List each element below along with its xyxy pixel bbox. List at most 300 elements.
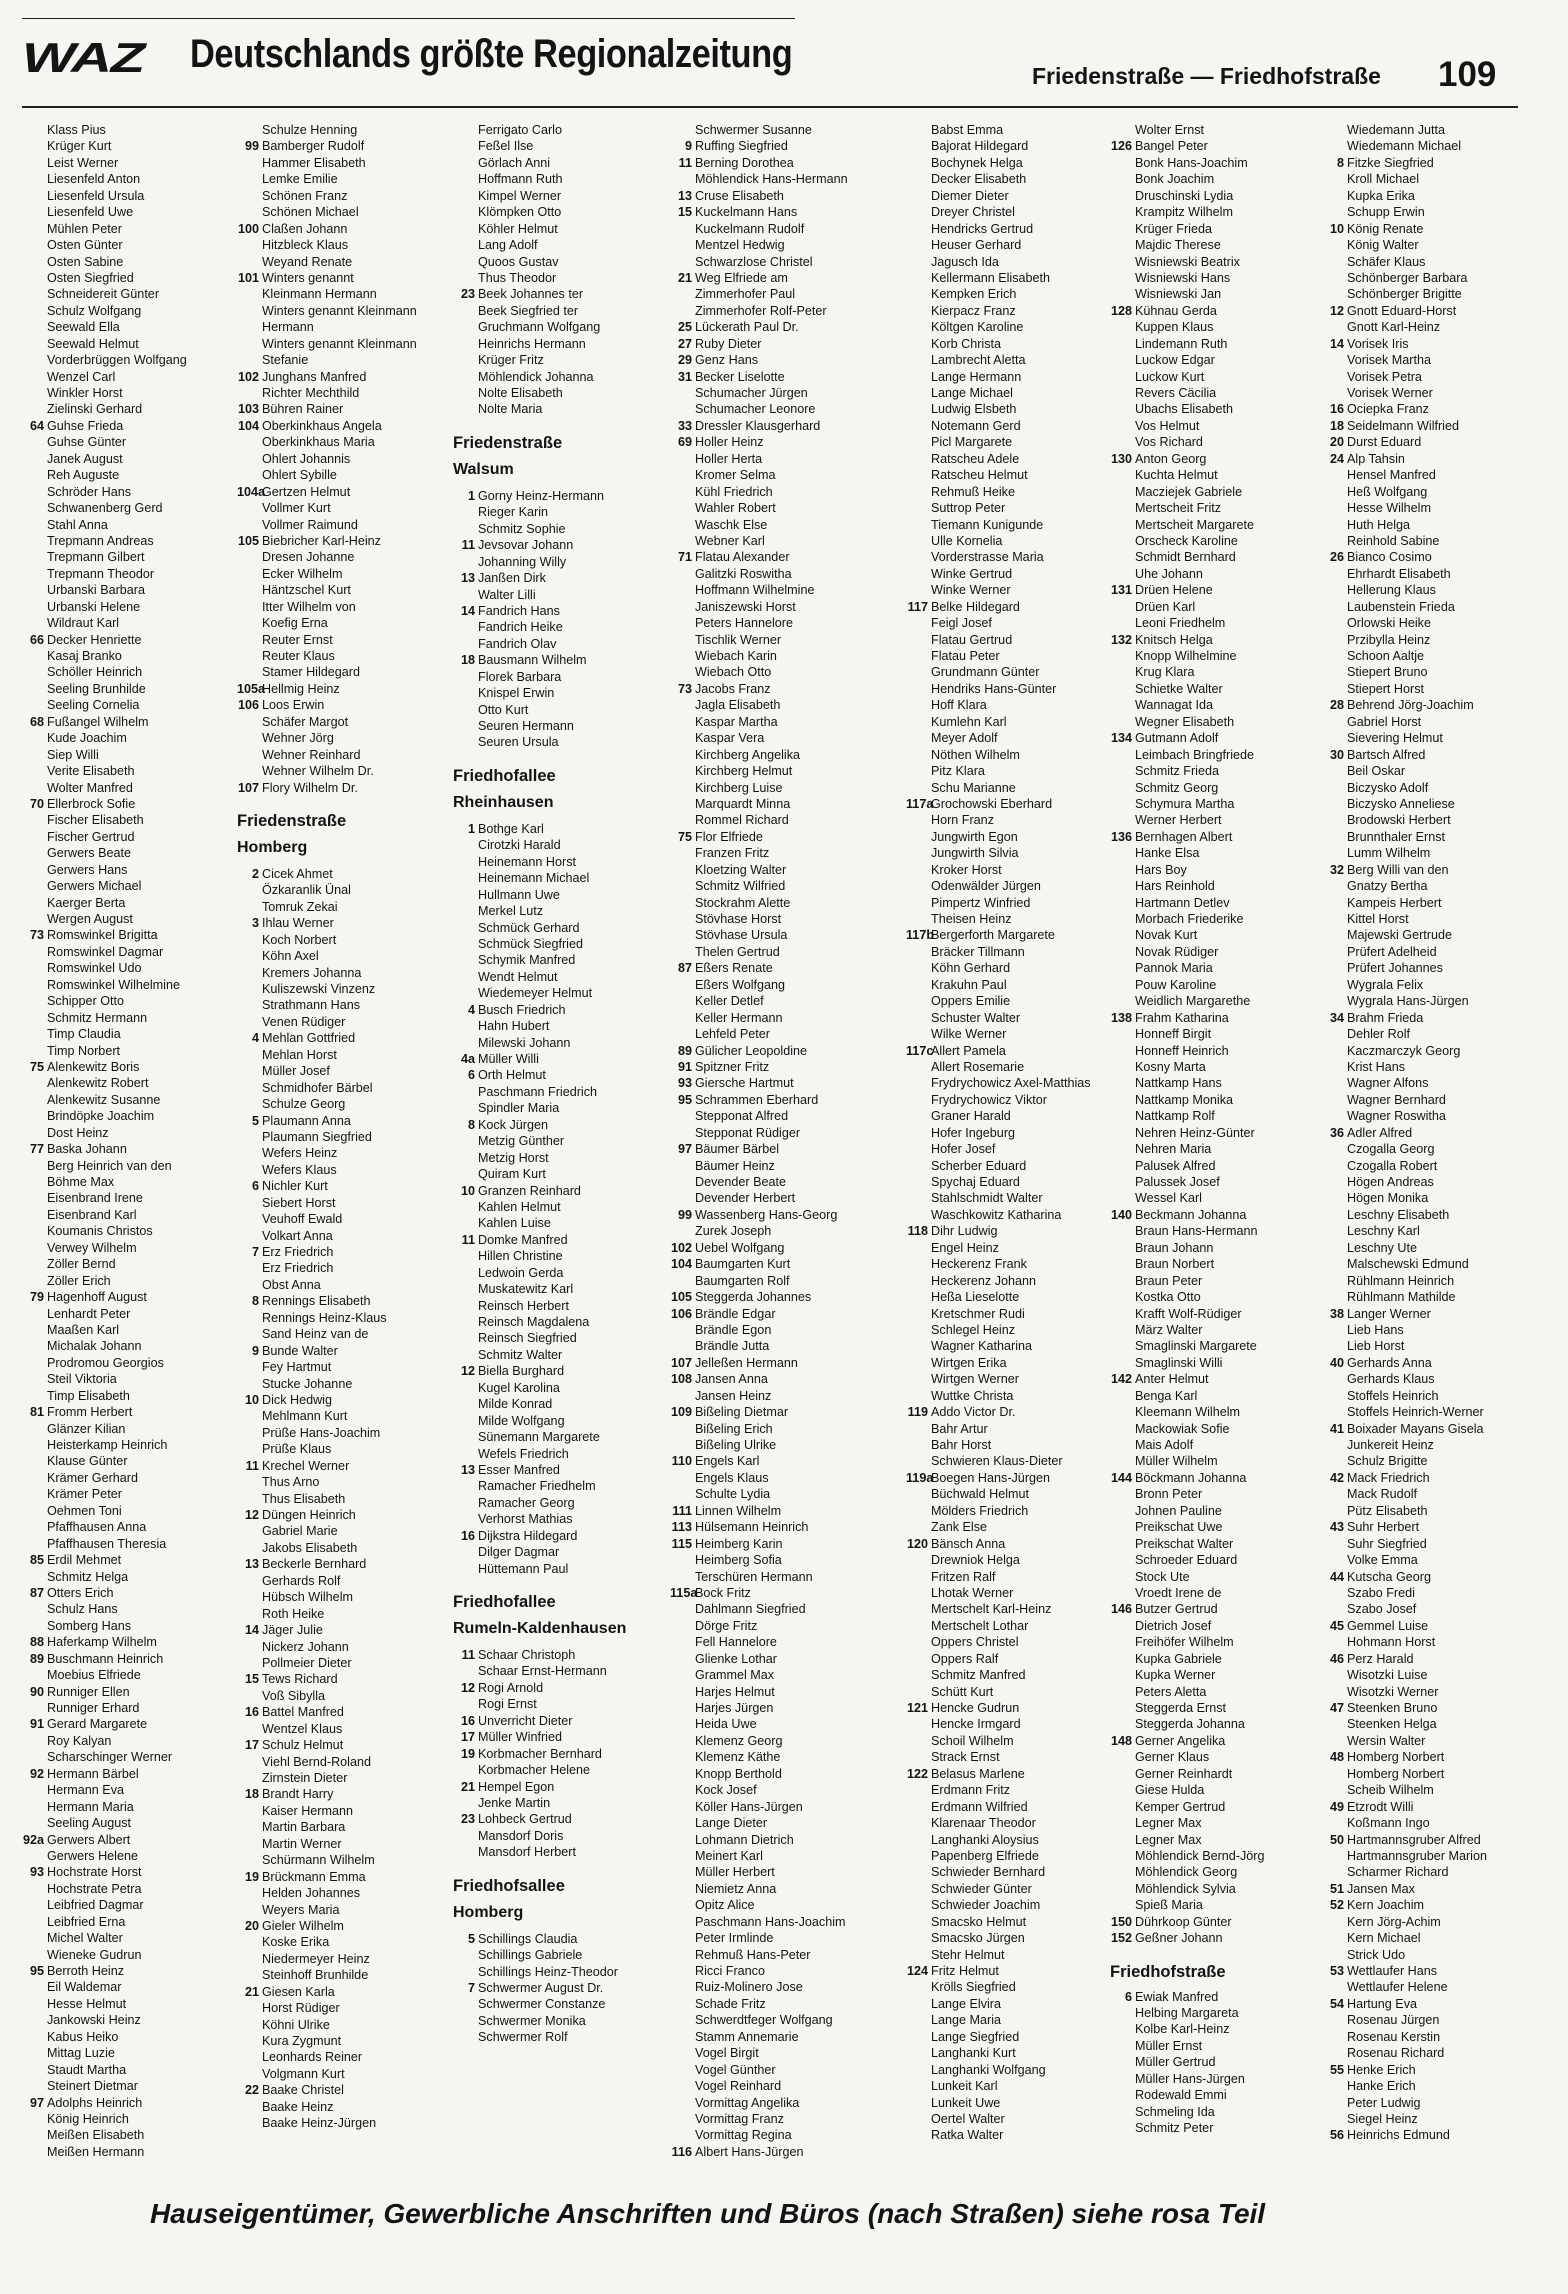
resident-name: Wildraut Karl bbox=[47, 616, 120, 631]
list-item bbox=[670, 1766, 882, 1782]
resident-name: Gnatzy Bertha bbox=[1347, 879, 1428, 894]
resident-name: Lambrecht Aletta bbox=[931, 353, 1026, 368]
list-item bbox=[1322, 286, 1534, 302]
resident-name: Meyer Adolf bbox=[931, 731, 998, 746]
list-item bbox=[1110, 1897, 1322, 1913]
resident-name: Ecker Wilhelm bbox=[262, 566, 343, 581]
list-item bbox=[670, 862, 882, 878]
resident-name: Nattkamp Rolf bbox=[1135, 1109, 1215, 1124]
list-item bbox=[670, 1240, 882, 1256]
house-number: 10 bbox=[460, 1183, 475, 1198]
list-item bbox=[1110, 944, 1322, 960]
resident-name: Osten Günter bbox=[47, 238, 123, 253]
house-number: 113 bbox=[671, 1520, 692, 1535]
house-number: 20 bbox=[244, 1918, 259, 1933]
list-item bbox=[453, 1795, 665, 1811]
list-item bbox=[1322, 188, 1534, 204]
resident-name: Stövhase Horst bbox=[695, 912, 782, 926]
list-item bbox=[22, 1273, 234, 1289]
list-item bbox=[237, 385, 449, 401]
resident-name: Devender Beate bbox=[695, 1175, 787, 1189]
resident-name: Schaar Christoph bbox=[478, 1648, 576, 1662]
list-item bbox=[906, 352, 1118, 368]
resident-name: Müller Winfried bbox=[478, 1730, 562, 1745]
resident-name: Stepponat Rüdiger bbox=[695, 1125, 801, 1140]
resident-name: Lohbeck Gertrud bbox=[478, 1812, 572, 1827]
list-item bbox=[22, 1322, 234, 1338]
list-item bbox=[1110, 862, 1322, 878]
resident-name: Trepmann Theodor bbox=[47, 566, 155, 581]
resident-name: Baake Heinz-Jürgen bbox=[262, 2116, 377, 2131]
house-number: 126 bbox=[1110, 139, 1132, 154]
list-item bbox=[1322, 484, 1534, 500]
resident-name: Baumgarten Rolf bbox=[695, 1273, 790, 1288]
house-number: 142 bbox=[1110, 1372, 1132, 1387]
list-item bbox=[1110, 632, 1322, 648]
list-item bbox=[453, 1347, 665, 1363]
list-item bbox=[906, 977, 1118, 993]
list-item bbox=[906, 1421, 1118, 1437]
list-item bbox=[22, 1947, 234, 1963]
house-number: 102 bbox=[237, 369, 259, 384]
list-item bbox=[906, 1108, 1118, 1124]
list-item bbox=[237, 2049, 449, 2065]
resident-name: Haferkamp Wilhelm bbox=[47, 1635, 157, 1650]
resident-name: Zank Else bbox=[931, 1520, 987, 1535]
resident-name: Böckmann Johanna bbox=[1135, 1470, 1247, 1485]
list-item bbox=[237, 1786, 449, 1802]
list-item bbox=[1110, 1256, 1322, 1272]
list-item bbox=[670, 1569, 882, 1585]
resident-name: Eisenbrand Karl bbox=[47, 1207, 137, 1222]
resident-name: Lehfeld Peter bbox=[695, 1027, 770, 1042]
list-item bbox=[906, 1486, 1118, 1502]
house-number: 105 bbox=[670, 1290, 692, 1305]
resident-name: Bonk Joachim bbox=[1135, 172, 1215, 187]
resident-name: Malschewski Edmund bbox=[1347, 1257, 1469, 1272]
list-item bbox=[237, 1293, 449, 1309]
list-item bbox=[453, 1133, 665, 1149]
resident-name: Rommel Richard bbox=[695, 813, 789, 828]
list-item bbox=[1322, 155, 1534, 171]
resident-name: Pimpertz Winfried bbox=[931, 895, 1031, 910]
resident-name: Urbanski Helene bbox=[47, 599, 141, 614]
street-heading: Friedhofallee bbox=[453, 1593, 556, 1611]
list-item bbox=[1322, 1437, 1534, 1453]
resident-name: Lindemann Ruth bbox=[1135, 336, 1228, 351]
list-item bbox=[1322, 237, 1534, 253]
list-item bbox=[1110, 2021, 1322, 2037]
resident-name: Kock Jürgen bbox=[478, 1117, 549, 1132]
resident-name: Wergen August bbox=[47, 912, 133, 926]
list-item bbox=[906, 1322, 1118, 1338]
resident-name: Dahlmann Siegfried bbox=[695, 1602, 806, 1617]
resident-name: Bangel Peter bbox=[1135, 139, 1208, 154]
list-item bbox=[453, 138, 665, 154]
list-item bbox=[22, 1799, 234, 1815]
resident-name: Kasaj Branko bbox=[47, 649, 122, 663]
resident-name: Kutscha Georg bbox=[1347, 1569, 1432, 1584]
list-item bbox=[1322, 582, 1534, 598]
resident-name: Unverricht Dieter bbox=[478, 1713, 573, 1728]
list-item bbox=[906, 484, 1118, 500]
resident-name: Czogalla Robert bbox=[1347, 1158, 1438, 1173]
list-item bbox=[237, 171, 449, 187]
list-item bbox=[453, 488, 665, 504]
list-item bbox=[1322, 714, 1534, 730]
list-item bbox=[22, 467, 234, 483]
list-item bbox=[1322, 1207, 1534, 1223]
resident-name: Durst Eduard bbox=[1347, 435, 1422, 450]
resident-name: Gerner Angelika bbox=[1135, 1733, 1226, 1748]
list-item bbox=[1110, 1404, 1322, 1420]
list-item bbox=[1322, 2029, 1534, 2045]
list-item bbox=[237, 1211, 449, 1227]
list-item bbox=[1322, 1486, 1534, 1502]
resident-name: Krampitz Wilhelm bbox=[1135, 205, 1233, 220]
list-item bbox=[906, 664, 1118, 680]
resident-name: Dreyer Christel bbox=[931, 205, 1015, 220]
resident-name: Klömpken Otto bbox=[478, 205, 562, 220]
list-item bbox=[1322, 1273, 1534, 1289]
house-number: 25 bbox=[677, 320, 692, 335]
resident-name: Schwieder Günter bbox=[931, 1881, 1032, 1896]
list-item bbox=[670, 1749, 882, 1765]
list-item bbox=[670, 1503, 882, 1519]
list-item bbox=[22, 1223, 234, 1239]
resident-name: Buschmann Heinrich bbox=[47, 1651, 164, 1666]
resident-name: Lieb Horst bbox=[1347, 1339, 1405, 1354]
resident-name: Schillings Claudia bbox=[478, 1931, 578, 1946]
list-item bbox=[237, 533, 449, 549]
resident-name: Novak Kurt bbox=[1135, 928, 1198, 943]
resident-name: Romswinkel Dagmar bbox=[47, 944, 164, 959]
resident-name: Kaczmarczyk Georg bbox=[1347, 1043, 1461, 1058]
resident-name: Quoos Gustav bbox=[478, 254, 559, 269]
list-item bbox=[670, 1536, 882, 1552]
resident-name: Müller Ernst bbox=[1135, 2038, 1203, 2053]
house-number: 13 bbox=[244, 1557, 259, 1572]
resident-name: Henke Erich bbox=[1347, 2062, 1416, 2077]
list-item bbox=[670, 1404, 882, 1420]
list-item bbox=[22, 270, 234, 286]
list-item bbox=[1322, 434, 1534, 450]
resident-name: Lunkeit Karl bbox=[931, 2079, 998, 2094]
resident-name: Gerwers Beate bbox=[47, 846, 131, 861]
list-item bbox=[1110, 1306, 1322, 1322]
list-item bbox=[22, 1125, 234, 1141]
list-item bbox=[1110, 286, 1322, 302]
list-item bbox=[670, 730, 882, 746]
list-item bbox=[22, 1256, 234, 1272]
list-item bbox=[1322, 1536, 1534, 1552]
list-item bbox=[1110, 1782, 1322, 1798]
list-item bbox=[1110, 1240, 1322, 1256]
resident-name: Guhse Frieda bbox=[47, 418, 124, 433]
resident-name: Wagner Alfons bbox=[1347, 1076, 1429, 1091]
resident-name: Prüfert Johannes bbox=[1347, 961, 1443, 976]
resident-name: Schietke Walter bbox=[1135, 681, 1223, 696]
resident-name: Schmitz Walter bbox=[478, 1347, 563, 1362]
list-item bbox=[237, 418, 449, 434]
resident-name: Pfaffhausen Theresia bbox=[47, 1536, 167, 1551]
house-number: 34 bbox=[1329, 1010, 1344, 1025]
resident-name: Tischlik Werner bbox=[695, 632, 782, 647]
resident-name: Zielinski Gerhard bbox=[47, 402, 143, 417]
list-item bbox=[1322, 1453, 1534, 1469]
resident-name: Gerhards Anna bbox=[1347, 1355, 1432, 1370]
list-item bbox=[1110, 599, 1322, 615]
list-item bbox=[453, 221, 665, 237]
list-item bbox=[237, 2099, 449, 2115]
list-item bbox=[906, 1190, 1118, 1206]
list-item bbox=[670, 517, 882, 533]
list-item bbox=[670, 401, 882, 417]
house-number: 64 bbox=[29, 418, 44, 433]
resident-name: Mehlan Gottfried bbox=[262, 1031, 356, 1046]
list-item bbox=[22, 829, 234, 845]
list-item bbox=[906, 188, 1118, 204]
list-item bbox=[670, 1996, 882, 2012]
resident-name: Schönen Michael bbox=[262, 205, 359, 220]
resident-name: Schoon Aaltje bbox=[1347, 649, 1425, 663]
house-number: 97 bbox=[29, 2095, 44, 2110]
list-item bbox=[670, 1979, 882, 1995]
list-item bbox=[670, 1651, 882, 1667]
list-item bbox=[1110, 1075, 1322, 1091]
list-item bbox=[906, 1273, 1118, 1289]
list-item bbox=[906, 2127, 1118, 2143]
resident-name: Berroth Heinz bbox=[47, 1964, 124, 1978]
list-item bbox=[237, 730, 449, 746]
house-number: 104 bbox=[237, 418, 259, 433]
resident-name: Bausmann Wilhelm bbox=[478, 653, 587, 668]
resident-name: Krakuhn Paul bbox=[931, 977, 1007, 992]
resident-name: Schönen Franz bbox=[262, 188, 348, 203]
list-item bbox=[22, 221, 234, 237]
resident-name: Niemietz Anna bbox=[695, 1881, 777, 1896]
list-item bbox=[22, 319, 234, 335]
resident-name: Etzrodt Willi bbox=[1347, 1799, 1414, 1814]
resident-name: Kaiser Hermann bbox=[262, 1803, 353, 1818]
resident-name: Hermann Maria bbox=[47, 1799, 134, 1814]
resident-name: Müller Hans-Jürgen bbox=[1135, 2071, 1245, 2086]
resident-name: Seewald Helmut bbox=[47, 336, 139, 351]
list-item bbox=[906, 319, 1118, 335]
list-item bbox=[237, 1803, 449, 1819]
house-number: 117 bbox=[907, 599, 928, 614]
resident-name: Szabo Fredi bbox=[1347, 1585, 1415, 1600]
list-item bbox=[906, 385, 1118, 401]
resident-name: Fandrich Hans bbox=[478, 603, 560, 618]
list-item bbox=[237, 1277, 449, 1293]
resident-name: Reh Auguste bbox=[47, 468, 120, 483]
list-item bbox=[670, 303, 882, 319]
list-item bbox=[670, 2144, 882, 2160]
list-item bbox=[1322, 1634, 1534, 1650]
house-number: 20 bbox=[1329, 435, 1344, 450]
list-item bbox=[453, 1495, 665, 1511]
list-item bbox=[906, 254, 1118, 270]
list-item bbox=[237, 188, 449, 204]
list-item bbox=[906, 303, 1118, 319]
resident-name: Ramacher Georg bbox=[478, 1495, 575, 1510]
list-item bbox=[1322, 1552, 1534, 1568]
list-item bbox=[453, 171, 665, 187]
list-item bbox=[1322, 1338, 1534, 1354]
resident-name: Hofer Josef bbox=[931, 1142, 996, 1157]
resident-name: Gertzen Helmut bbox=[262, 484, 351, 499]
list-item bbox=[1110, 1322, 1322, 1338]
resident-name: Fußangel Wilhelm bbox=[47, 714, 149, 729]
list-item bbox=[237, 915, 449, 931]
list-item bbox=[453, 1100, 665, 1116]
list-item bbox=[237, 697, 449, 713]
list-item bbox=[670, 1010, 882, 1026]
resident-name: Vollmer Raimund bbox=[262, 517, 358, 532]
resident-name: Hochstrate Horst bbox=[47, 1865, 142, 1880]
resident-name: Müller Gertrud bbox=[1135, 2055, 1216, 2070]
resident-name: Webner Karl bbox=[695, 533, 765, 548]
resident-name: Schwanenberg Gerd bbox=[47, 501, 163, 516]
resident-name: Kolbe Karl-Heinz bbox=[1135, 2022, 1230, 2037]
house-number: 8 bbox=[467, 1117, 475, 1132]
list-item bbox=[453, 1002, 665, 1018]
list-item bbox=[670, 122, 882, 138]
list-item bbox=[22, 615, 234, 631]
house-number: 32 bbox=[1329, 862, 1344, 877]
resident-name: Schrammen Eberhard bbox=[695, 1092, 819, 1107]
list-item bbox=[906, 1569, 1118, 1585]
list-item bbox=[670, 319, 882, 335]
house-number: 4a bbox=[460, 1052, 475, 1066]
resident-name: Koske Erika bbox=[262, 1935, 330, 1950]
resident-name: Hüttemann Paul bbox=[478, 1561, 569, 1576]
resident-name: Brändle Jutta bbox=[695, 1339, 770, 1354]
list-item bbox=[237, 1162, 449, 1178]
list-item bbox=[1322, 1881, 1534, 1897]
house-number: 146 bbox=[1110, 1602, 1132, 1617]
list-item bbox=[1322, 878, 1534, 894]
list-item bbox=[237, 1491, 449, 1507]
list-item bbox=[453, 903, 665, 919]
resident-name: Plaumann Siegfried bbox=[262, 1129, 372, 1144]
list-item bbox=[1110, 451, 1322, 467]
resident-name: Klarenaar Theodor bbox=[931, 1816, 1036, 1831]
list-item bbox=[1110, 1421, 1322, 1437]
resident-name: Kupka Werner bbox=[1135, 1668, 1216, 1683]
list-item bbox=[22, 254, 234, 270]
list-item bbox=[1322, 1010, 1534, 1026]
resident-name: Jäger Julie bbox=[262, 1623, 323, 1638]
list-item bbox=[1110, 812, 1322, 828]
resident-name: Heßa Lieselotte bbox=[931, 1290, 1020, 1305]
resident-name: Brahm Frieda bbox=[1347, 1010, 1424, 1025]
resident-name: Lenhardt Peter bbox=[47, 1306, 131, 1321]
resident-name: Verwey Wilhelm bbox=[47, 1240, 137, 1255]
resident-name: Schmitz Frieda bbox=[1135, 764, 1219, 779]
list-item bbox=[1322, 369, 1534, 385]
resident-name: Mehlan Horst bbox=[262, 1047, 337, 1062]
list-item bbox=[670, 1453, 882, 1469]
list-item bbox=[453, 969, 665, 985]
list-item bbox=[22, 763, 234, 779]
resident-name: Steinert Dietmar bbox=[47, 2079, 138, 2094]
resident-name: Vogel Birgit bbox=[695, 2046, 759, 2061]
list-item bbox=[1110, 467, 1322, 483]
resident-name: Beil Oskar bbox=[1347, 764, 1406, 779]
resident-name: Smaglinski Willi bbox=[1135, 1355, 1223, 1370]
resident-name: Kirchberg Luise bbox=[695, 780, 783, 795]
resident-name: Fell Hannelore bbox=[695, 1635, 777, 1650]
resident-name: Flor Elfriede bbox=[695, 829, 763, 844]
list-item bbox=[237, 451, 449, 467]
list-item bbox=[1322, 385, 1534, 401]
resident-name: Kimpel Werner bbox=[478, 188, 562, 203]
resident-name: Linnen Wilhelm bbox=[695, 1503, 782, 1518]
resident-name: Büchwald Helmut bbox=[931, 1487, 1029, 1502]
list-item bbox=[1110, 1552, 1322, 1568]
list-item bbox=[453, 1429, 665, 1445]
resident-name: Brunnthaler Ernst bbox=[1347, 829, 1446, 844]
resident-name: Hülsemann Heinrich bbox=[695, 1520, 809, 1535]
resident-name: Boegen Hans-Jürgen bbox=[931, 1470, 1051, 1485]
list-item bbox=[670, 434, 882, 450]
resident-name: Gerner Klaus bbox=[1135, 1750, 1210, 1765]
resident-name: Baska Johann bbox=[47, 1142, 127, 1157]
resident-name: Stahlschmidt Walter bbox=[931, 1191, 1043, 1206]
resident-name: Schillings Heinz-Theodor bbox=[478, 1964, 618, 1979]
list-item bbox=[453, 1828, 665, 1844]
list-item bbox=[670, 1486, 882, 1502]
list-item bbox=[670, 1832, 882, 1848]
resident-name: Kleemann Wilhelm bbox=[1135, 1405, 1240, 1420]
resident-name: Fandrich Heike bbox=[478, 620, 563, 635]
list-item bbox=[237, 1951, 449, 1967]
resident-name: Smacsko Helmut bbox=[931, 1914, 1027, 1929]
house-number: 3 bbox=[251, 916, 259, 931]
list-item bbox=[906, 911, 1118, 927]
list-item bbox=[906, 1996, 1118, 2012]
list-item bbox=[453, 504, 665, 520]
list-item bbox=[237, 1754, 449, 1770]
list-item bbox=[237, 1671, 449, 1687]
list-item bbox=[237, 1984, 449, 2000]
resident-name: Michel Walter bbox=[47, 1931, 123, 1946]
resident-name: Leschny Elisabeth bbox=[1347, 1207, 1450, 1222]
list-item bbox=[670, 369, 882, 385]
house-number: 9 bbox=[251, 1343, 259, 1358]
house-number: 23 bbox=[460, 287, 475, 302]
list-item bbox=[22, 451, 234, 467]
resident-name: Hullmann Uwe bbox=[478, 887, 560, 902]
list-item bbox=[22, 648, 234, 664]
resident-name: Brindöpke Joachim bbox=[47, 1109, 155, 1124]
list-item bbox=[1322, 303, 1534, 319]
list-item bbox=[22, 1963, 234, 1979]
resident-name: Feigl Josef bbox=[931, 616, 992, 631]
house-number: 99 bbox=[244, 139, 259, 154]
list-item bbox=[1110, 1749, 1322, 1765]
resident-name: Wentzel Klaus bbox=[262, 1721, 343, 1736]
resident-name: Weidlich Margarethe bbox=[1135, 994, 1251, 1009]
list-item bbox=[1322, 138, 1534, 154]
list-item bbox=[670, 1421, 882, 1437]
resident-name: Winke Werner bbox=[931, 583, 1011, 598]
list-item bbox=[1110, 1174, 1322, 1190]
list-item bbox=[1110, 714, 1322, 730]
resident-name: Schäfer Klaus bbox=[1347, 254, 1426, 269]
